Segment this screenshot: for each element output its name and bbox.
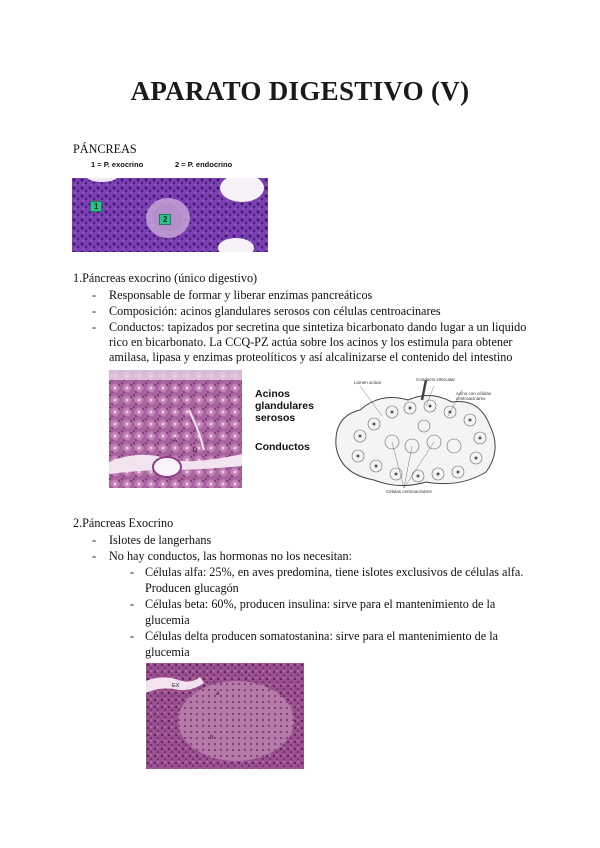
bullet-dash: - xyxy=(92,533,97,547)
sub-bullet-beta-line1: Células beta: 60%, producen insulina: sirve para el mantenimiento de la xyxy=(145,597,496,611)
endocrine-bullet-2: No hay conductos, las hormonas no los necesitan: xyxy=(109,549,353,563)
micro-label-d: D xyxy=(193,448,198,454)
page-title: APARATO DIGESTIVO (V) xyxy=(130,76,470,106)
bullet-dash: - xyxy=(92,288,97,302)
sub-bullet-beta-line2: glucemia xyxy=(145,613,190,627)
fig1-caption-right: 2 = P. endocrino xyxy=(175,160,233,169)
diagram-label-centroacinares: Células centroacinares xyxy=(386,489,432,494)
endocrine-heading: 2.Páncreas Exocrino xyxy=(73,516,174,530)
diagram-label-acino: Acino con células centroacinares xyxy=(456,391,492,401)
label-acinos-line1: Acinos xyxy=(255,388,291,400)
exocrine-bullet-3-line1: Conductos: tapizados por secretina que sintetiza bicarbonato dando lugar a un liquido xyxy=(109,320,527,334)
sub-bullet-dash: - xyxy=(130,629,135,643)
endocrine-bullet-1: Islotes de langerhans xyxy=(109,533,212,547)
exocrine-bullet-1: Responsable de formar y liberar enzimas pancreáticos xyxy=(109,288,373,302)
exocrine-heading: 1.Páncreas exocrino (único digestivo) xyxy=(73,271,258,285)
diagram-label-lumen: Lúmen acinar xyxy=(354,380,382,385)
sub-bullet-dash: - xyxy=(130,565,135,579)
fig1-marker-2: 2 xyxy=(159,214,171,225)
islet-label-b: b xyxy=(210,735,214,741)
sub-bullet-delta-line2: glucemia xyxy=(145,645,190,659)
micro-label-a: A xyxy=(173,438,178,444)
label-conductos: Conductos xyxy=(255,441,310,453)
sub-bullet-dash: - xyxy=(130,597,135,611)
bullet-dash: - xyxy=(92,320,97,334)
islet-label-a: a xyxy=(216,691,220,697)
label-acinos-line2: glandulares xyxy=(255,400,314,412)
label-acinos-line3: serosos xyxy=(255,412,296,424)
sub-bullet-alfa-line1: Células alfa: 25%, en aves predomina, tiene islotes exclusivos de células alfa. xyxy=(145,565,524,579)
islet-micrograph-image xyxy=(146,663,304,769)
exocrine-bullet-2: Composición: acinos glandulares serosos con células centroacinares xyxy=(109,304,441,318)
acinos-micrograph-svg xyxy=(109,370,242,488)
sub-bullet-alfa-line2: Producen glucagón xyxy=(145,581,239,595)
acinos-micrograph-image xyxy=(109,370,242,488)
diagram-label-intercalar: Conducto intercalar xyxy=(416,377,456,382)
fig1-caption-left: 1 = P. exocrino xyxy=(91,160,144,169)
islet-label-ex: EX xyxy=(172,683,180,689)
exocrine-bullet-3-line2: rico en bicarbonato. La CCQ-PZ actúa sobre los acinos y los estimula para obtener xyxy=(109,335,513,349)
islet-micrograph-svg xyxy=(146,663,304,769)
sub-bullet-delta-line1: Células delta producen somatostanina: sirve para el mantenimiento de la xyxy=(145,629,498,643)
fig1-marker-1: 1 xyxy=(90,201,102,212)
bullet-dash: - xyxy=(92,549,97,563)
exocrine-bullet-3-line3: amilasa, lipasa y enzimas proteolíticos y así alcalinizarse el contenido del intestino xyxy=(109,350,513,364)
bullet-dash: - xyxy=(92,304,97,318)
section-heading-pancreas: PÁNCREAS xyxy=(73,142,137,156)
